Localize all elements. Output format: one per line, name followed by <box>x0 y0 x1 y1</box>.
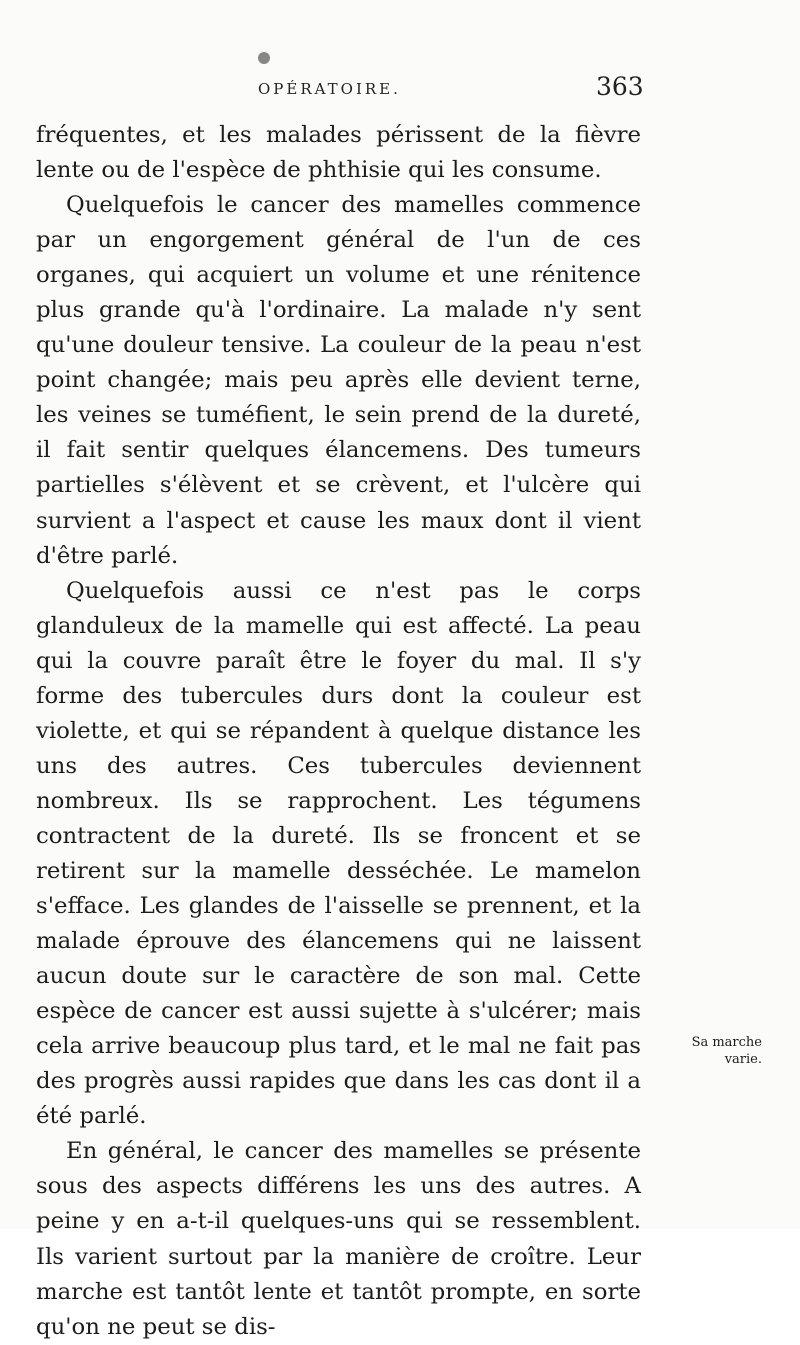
paragraph-continuation: fréquentes, et les malades périssent de la fièvre lente ou de l'espèce de phthisie qui les consume. <box>36 122 641 184</box>
margin-note-line: Sa marche <box>691 1035 762 1050</box>
ink-blot-icon <box>258 52 270 64</box>
body-text <box>36 118 641 1345</box>
paragraph-general: En général, le cancer des mamelles se présente sous des aspects différens les uns des autres. A peine y en a-t-il quelques-uns qui se ressemblent. Ils varient surtout par la manière de croître. Leur marche est tantôt lente et tantôt prompte, en sorte qu'on ne peut se dis- <box>36 1138 641 1340</box>
paragraph-tubercules: Quelquefois aussi ce n'est pas le corps glanduleux de la mamelle qui est affecté. La peau qui la couvre paraît être le foyer du mal. Il s'y forme des tubercules durs dont la couleur est violette, et qui se répandent à quelque distance les uns des autres. Ces tubercules deviennent nombreux. Ils se rapprochent. Les tégumens contractent de la dureté. Ils se froncent et se retirent sur la mamelle desséchée. Le mamelon s'efface. Les glandes de l'aisselle se prennent, et la malade éprouve des élancemens qui ne laissent aucun doute sur le caractère de son mal. Cette espèce de cancer est aussi sujette à s'ulcérer; mais cela arrive beaucoup plus tard, et le mal ne fait pas des progrès aussi rapides que dans les cas dont il a été parlé. <box>36 577 641 1130</box>
page-number: 363 <box>596 72 644 101</box>
margin-note-line: varie. <box>724 1052 762 1067</box>
paragraph-engorgement: Quelquefois le cancer des mamelles commence par un engorgement général de l'un de ces organes, qui acquiert un volume et une rénitence plus grande qu'à l'ordinaire. La malade n'y sent qu'une douleur tensive. La couleur de la peau n'est point changée; mais peu après elle devient terne, les veines se tuméfient, le sein prend de la dureté, il fait sentir quelques élancemens. Des tumeurs partielles s'élèvent et se crèvent, et l'ulcère qui survient a l'aspect et cause les maux dont il vient d'être parlé. <box>36 192 641 569</box>
running-head: OPÉRATOIRE. <box>258 80 401 98</box>
margin-note <box>662 1034 762 1068</box>
